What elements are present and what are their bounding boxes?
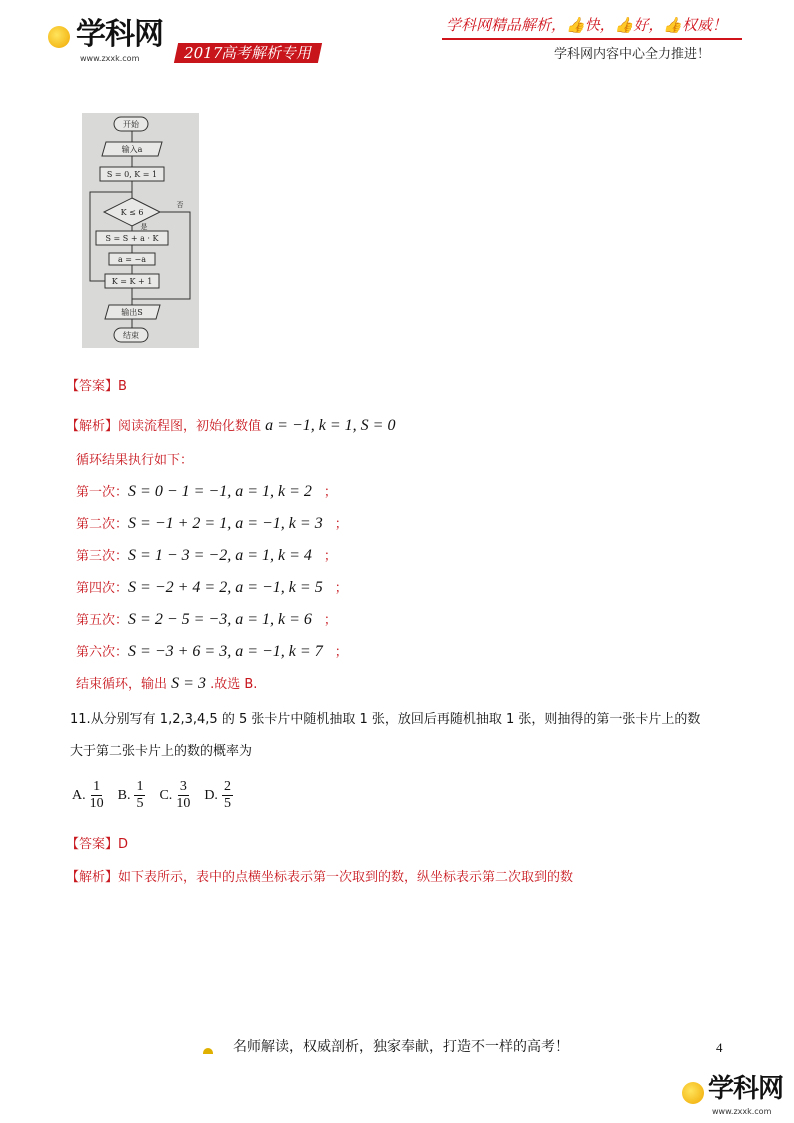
conclusion-math: S = 3	[171, 675, 206, 692]
step-math: S = −1 + 2 = 1, a = −1, k = 3	[128, 515, 323, 532]
footer-mascot-icon	[203, 1048, 213, 1054]
step-label: 第六次：	[76, 645, 129, 660]
step-math: S = 2 − 5 = −3, a = 1, k = 6	[128, 611, 312, 628]
q10-analysis	[66, 415, 395, 435]
conclusion-choice: .故选 B.	[205, 677, 258, 692]
numerator: 2	[223, 779, 231, 794]
analysis-text: 如下表所示，表中的点横坐标表示第一次取到的数，纵坐标表示第二次取到的数	[118, 870, 574, 885]
header-sub-slogan: 学科网内容中心全力推进！	[554, 47, 711, 62]
input-label: 输入a	[121, 145, 143, 154]
step-label: 第五次：	[76, 613, 129, 628]
header-banner: 2017高考解析专用	[174, 43, 322, 63]
step-tail: ；	[323, 613, 337, 628]
option-d	[204, 779, 233, 812]
q10-answer	[66, 375, 127, 394]
option-a	[72, 779, 104, 812]
step-label: 第三次：	[76, 549, 129, 564]
step1-label: S = S + a · K	[105, 234, 159, 243]
loop-intro: 循环结果执行如下：	[76, 453, 194, 468]
loop-step	[76, 577, 348, 597]
logo-text: 学科网	[708, 1074, 784, 1104]
answer-value: B	[118, 379, 127, 394]
q10-conclusion	[76, 673, 257, 693]
step-label: 第四次：	[76, 581, 129, 596]
option-c	[159, 779, 190, 812]
loop-step	[76, 513, 348, 533]
step-label: 第一次：	[76, 485, 129, 500]
answer-value: D	[118, 837, 129, 852]
loop-step	[76, 545, 337, 565]
step-tail: ；	[334, 581, 348, 596]
q11-analysis	[66, 866, 573, 885]
denominator: 5	[136, 796, 144, 811]
step-math: S = −2 + 4 = 2, a = −1, k = 5	[128, 579, 323, 596]
logo-text: 学科网	[76, 17, 163, 52]
step2-label: a = −a	[117, 255, 147, 264]
logo-url: www.zxxk.com	[80, 54, 140, 63]
answer-label: 【答案】	[66, 379, 119, 394]
mascot-icon	[48, 26, 70, 48]
init-label: S = 0, K = 1	[106, 170, 158, 179]
step3-label: K = K + 1	[111, 277, 153, 286]
header-slogan: 学科网精品解析，👍快，👍好，👍权威！	[446, 16, 728, 34]
option-letter: D.	[204, 787, 218, 803]
option-b	[118, 779, 146, 812]
condition-label: K ≤ 6	[120, 208, 144, 217]
step-label: 第二次：	[76, 517, 129, 532]
option-letter: C.	[159, 787, 173, 803]
option-letter: B.	[117, 787, 131, 803]
output-label: 输出S	[121, 308, 143, 317]
conclusion-text: 结束循环，输出	[76, 677, 168, 692]
loop-step	[76, 609, 337, 629]
analysis-math: a = −1, k = 1, S = 0	[265, 417, 396, 434]
option-fraction	[176, 779, 190, 812]
mascot-icon	[682, 1082, 704, 1104]
header-divider	[442, 38, 742, 40]
page-number: 4	[716, 1040, 723, 1055]
step-math: S = −3 + 6 = 3, a = −1, k = 7	[128, 643, 323, 660]
start-label: 开始	[123, 120, 139, 129]
analysis-text: 阅读流程图，初始化数值	[118, 419, 262, 434]
option-fraction	[222, 779, 233, 812]
step-math: S = 1 − 3 = −2, a = 1, k = 4	[128, 547, 312, 564]
numerator: 1	[93, 779, 101, 794]
analysis-label: 【解析】	[66, 419, 119, 434]
denominator: 5	[223, 796, 231, 811]
q11-answer	[66, 833, 128, 852]
flowchart-image	[82, 113, 199, 348]
denominator: 10	[89, 796, 104, 811]
step-tail: ；	[323, 549, 337, 564]
yes-label: 是	[140, 223, 148, 231]
numerator: 1	[136, 779, 144, 794]
q11-stem-line2: 大于第二张卡片上的数的概率为	[70, 744, 253, 759]
footer-slogan: 名师解读，权威剖析，独家奉献，打造不一样的高考！	[233, 1039, 569, 1055]
q11-stem-line1: 11.从分别写有 1,2,3,4,5 的 5 张卡片中随机抽取 1 张，放回后再随机抽取 1 张，则抽得的第一张卡片上的数	[70, 712, 701, 727]
analysis-label: 【解析】	[66, 870, 119, 885]
no-label: 否	[176, 201, 184, 209]
option-letter: A.	[72, 787, 86, 803]
step-math: S = 0 − 1 = −1, a = 1, k = 2	[128, 483, 312, 500]
denominator: 10	[176, 796, 191, 811]
end-label: 结束	[123, 331, 139, 340]
option-fraction	[90, 779, 104, 812]
answer-label: 【答案】	[66, 837, 119, 852]
loop-step	[76, 481, 337, 501]
step-tail: ；	[334, 645, 348, 660]
step-tail: ；	[334, 517, 348, 532]
loop-step	[76, 641, 348, 661]
logo-url: www.zxxk.com	[712, 1107, 772, 1116]
option-fraction	[134, 779, 145, 812]
q11-options	[72, 779, 247, 812]
numerator: 3	[179, 779, 187, 794]
step-tail: ；	[323, 485, 337, 500]
